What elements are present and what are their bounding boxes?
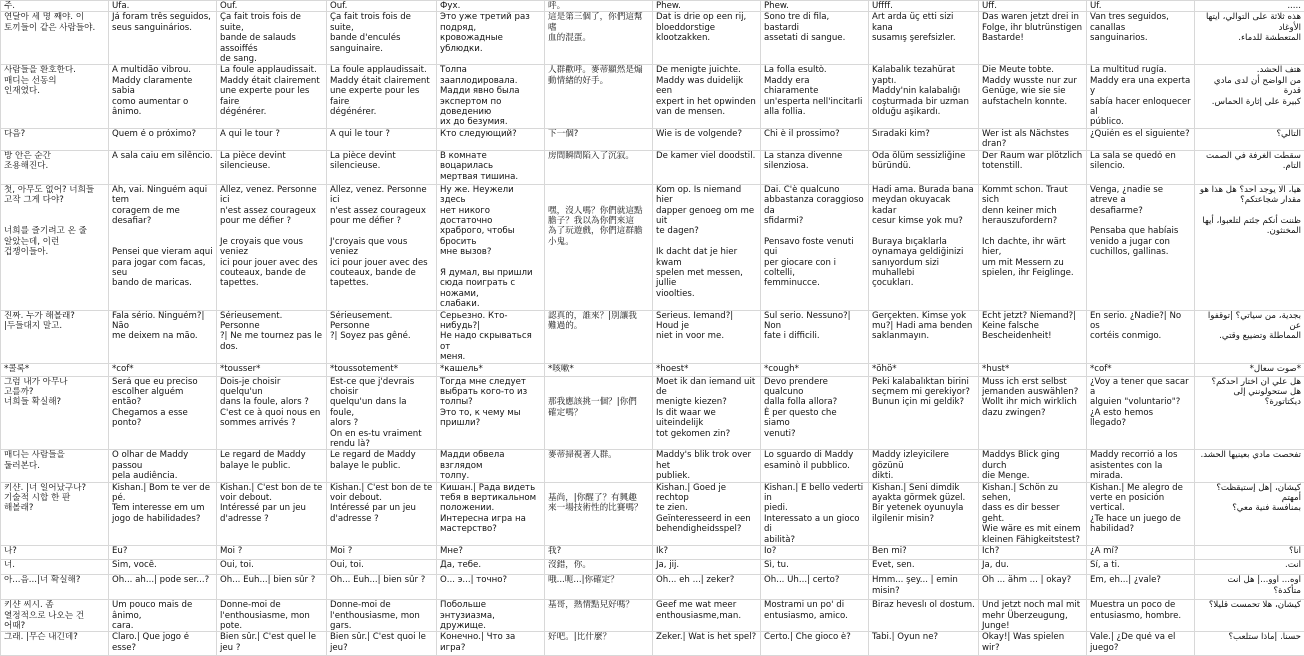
cell-spanish[interactable]: Venga, ¿nadie se atreve a desafiarme? Pensaba que habíais venido a jugar con cuchillos, gallinas.	[1087, 184, 1195, 310]
cell-chinese[interactable]: *咳嗽*	[545, 363, 653, 376]
cell-french[interactable]: Oh... Euh...| bien sûr ?	[217, 575, 327, 600]
cell-arabic[interactable]: هيا، ألا يوجد أحد؟ هل هذا هو مقدار شجاعتكم؟ ظننت أنكم جئتم لتلعبوا، أيها المخنثون.	[1195, 184, 1304, 310]
cell-russian[interactable]: Ну же. Неужели здесь нет никого достаточно храброго, чтобы бросить мне вызов? Я думал, вы пришли сюда поиграть с ножами, слабаки.	[437, 184, 545, 310]
cell-portuguese[interactable]: Kishan.| Bom te ver de pé. Tem interesse em um jogo de habilidades?	[109, 482, 217, 545]
cell-german[interactable]: *hust*	[979, 363, 1087, 376]
cell-turkish[interactable]: Uffff.	[869, 1, 979, 12]
cell-french-alt[interactable]: Oui, toi.	[327, 560, 437, 575]
cell-korean[interactable]: *콜록*	[1, 363, 109, 376]
cell-portuguese[interactable]: Um pouco mais de ânimo, cara.	[109, 600, 217, 632]
cell-spanish[interactable]: ¿Voy a tener que sacar a alguien "voluntario"? ¿A esto hemos llegado?	[1087, 376, 1195, 450]
cell-chinese[interactable]: 沒錯，你。	[545, 560, 653, 575]
cell-portuguese[interactable]: *cof*	[109, 363, 217, 376]
cell-dutch[interactable]: Kom op. Is niemand hier dapper genoeg om me uit te dagen? Ik dacht dat je hier kwam spelen met messen, jullie vioolties.	[653, 184, 761, 310]
cell-arabic[interactable]: أوه... أوو...| هل أنت متأكدة؟	[1195, 575, 1304, 600]
cell-german[interactable]: Wer ist als Nächstes dran?	[979, 128, 1087, 150]
cell-french[interactable]: Moi ?	[217, 546, 327, 560]
cell-dutch[interactable]: Zeker.| Wat is het spel?	[653, 632, 761, 656]
cell-portuguese[interactable]: Fala sério. Ninguém?| Não me deixem na mão.	[109, 310, 217, 363]
cell-portuguese[interactable]: Claro.| Que jogo é esse?	[109, 632, 217, 656]
cell-spanish[interactable]: Em, eh...| ¿vale?	[1087, 575, 1195, 600]
cell-russian[interactable]: Тогда мне следует выбрать кого-то из толпы? Это то, к чему мы пришли?	[437, 376, 545, 450]
cell-korean[interactable]: 그래. |무슨 내긴데?	[1, 632, 109, 656]
cell-arabic[interactable]: *صوت سعال*	[1195, 363, 1304, 376]
cell-russian[interactable]: Да, тебе.	[437, 560, 545, 575]
cell-arabic[interactable]: أنا؟	[1195, 546, 1304, 560]
cell-turkish[interactable]: Ben mi?	[869, 546, 979, 560]
cell-french-alt[interactable]: Ça fait trois fois de suite, bande d'enculés sanguinaire.	[327, 12, 437, 65]
cell-dutch[interactable]: Maddy's blik trok over het publiek.	[653, 450, 761, 482]
cell-arabic[interactable]: أنت.	[1195, 560, 1304, 575]
cell-korean[interactable]: 키샨. |너 일어났구나? 기술적 시합 한 판 해볼래?	[1, 482, 109, 545]
cell-german[interactable]: Echt jetzt? Niemand?| Keine falsche Bescheidenheit!	[979, 310, 1087, 363]
cell-russian[interactable]: Серьезно. Кто-нибудь?| Не надо скрываться от меня.	[437, 310, 545, 363]
cell-dutch[interactable]: Oh... eh ...| zeker?	[653, 575, 761, 600]
cell-korean[interactable]: 너.	[1, 560, 109, 575]
table-row	[1, 600, 1304, 632]
cell-italian[interactable]: Devo prendere qualcuno dalla folla allora? È per questo che siamo venuti?	[761, 376, 869, 450]
cell-russian[interactable]: Фух.	[437, 1, 545, 12]
cell-french-alt[interactable]: Ouf.	[327, 1, 437, 12]
cell-italian[interactable]: Chi è il prossimo?	[761, 128, 869, 150]
cell-french[interactable]: La foule applaudissait. Maddy était clairement une experte pour les faire dégénérer.	[217, 65, 327, 128]
cell-french-alt[interactable]: Sérieusement. Personne ?| Soyez pas gêné.	[327, 310, 437, 363]
cell-dutch[interactable]: De kamer viel doodstil.	[653, 150, 761, 184]
cell-dutch[interactable]: Kishan.| Goed je rechtop te zien. Geïnteresseerd in een behendigheidsspel?	[653, 482, 761, 545]
cell-italian[interactable]: La stanza divenne silenziosa.	[761, 150, 869, 184]
cell-chinese[interactable]: 下一個?	[545, 128, 653, 150]
cell-korean[interactable]: 그럼 내가 아무나 고를까? 너희들 확실해?	[1, 376, 109, 450]
cell-portuguese[interactable]: Será que eu preciso escolher alguém então? Chegamos a esse ponto?	[109, 376, 217, 450]
cell-russian[interactable]: О... э...| точно?	[437, 575, 545, 600]
cell-french-alt[interactable]: Est-ce que j'devrais choisir quelqu'un dans la foule, alors ? On en es-tu vraiment rendu là?	[327, 376, 437, 450]
cell-dutch[interactable]: Serieus. Iemand?| Houd je niet in voor me.	[653, 310, 761, 363]
cell-italian[interactable]: Io?	[761, 546, 869, 560]
table-row	[1, 184, 1304, 310]
cell-spanish[interactable]: Van tres seguidos, canallas sanguinarios.	[1087, 12, 1195, 65]
table-row	[1, 65, 1304, 128]
cell-portuguese[interactable]: Sim, você.	[109, 560, 217, 575]
cell-french[interactable]: Oui, toi.	[217, 560, 327, 575]
cell-korean[interactable]: 아...음...|너 확실해?	[1, 575, 109, 600]
cell-german[interactable]: Und jetzt noch mal mit mehr Überzeugung, Junge!	[979, 600, 1087, 632]
table-row	[1, 632, 1304, 656]
cell-portuguese[interactable]: Ah, vai. Ninguém aqui tem coragem de me desafiar? Pensei que vieram aqui para jogar com facas, seu bando de maricas.	[109, 184, 217, 310]
cell-portuguese[interactable]: Quem é o próximo?	[109, 128, 217, 150]
table-row	[1, 450, 1304, 482]
cell-korean[interactable]: 진짜. 누가 해볼래? |두들대지 말고.	[1, 310, 109, 363]
cell-chinese[interactable]: 呼。	[545, 1, 653, 12]
cell-chinese[interactable]: 基尚，|你醒了？有興趣 來一場技術性的比賽嗎？	[545, 482, 653, 545]
cell-arabic[interactable]: .....	[1195, 1, 1304, 12]
cell-french-alt[interactable]: Allez, venez. Personne ici n'est assez courageux pour me défier ? J'croyais que vous veniez ici pour jouer avec des couteaux, bande de tapettes.	[327, 184, 437, 310]
cell-dutch[interactable]: Moet ik dan iemand uit de menigte kiezen? Is dit waar we uiteindelijk tot gekomen zin?	[653, 376, 761, 450]
cell-russian[interactable]: Мадди обвела взглядом толпу.	[437, 450, 545, 482]
table-row	[1, 560, 1304, 575]
cell-russian[interactable]: В комнате воцарилась мертвая тишина.	[437, 150, 545, 184]
cell-french[interactable]: Sérieusement. Personne ?| Ne me tournez pas le dos.	[217, 310, 327, 363]
cell-french[interactable]: *tousser*	[217, 363, 327, 376]
cell-italian[interactable]: Sono tre di fila, bastardi assetati di sangue.	[761, 12, 869, 65]
cell-german[interactable]: Uff.	[979, 1, 1087, 12]
cell-korean[interactable]: 나?	[1, 546, 109, 560]
cell-korean[interactable]: 주.	[1, 1, 109, 12]
cell-dutch[interactable]: Dat is drie op een rij, bloeddorstige klootzakken.	[653, 12, 761, 65]
cell-french-alt[interactable]: Moi ?	[327, 546, 437, 560]
cell-french-alt[interactable]: La pièce devint silencieuse.	[327, 150, 437, 184]
cell-french-alt[interactable]: Oh... Euh...| bien sûr ?	[327, 575, 437, 600]
cell-dutch[interactable]: *hoest*	[653, 363, 761, 376]
cell-french[interactable]: Ça fait trois fois de suite, bande de salauds assoiffés de sang.	[217, 12, 327, 65]
cell-arabic[interactable]: كيشان، هلا تحمست قليلا؟	[1195, 600, 1304, 632]
cell-russian[interactable]: Конечно.| Что за игра?	[437, 632, 545, 656]
cell-spanish[interactable]: La sala se quedó en silencio.	[1087, 150, 1195, 184]
cell-german[interactable]: Ich?	[979, 546, 1087, 560]
cell-dutch[interactable]: Ja, jij.	[653, 560, 761, 575]
cell-dutch[interactable]: De menigte juichte. Maddy was duidelijk een expert in het opwinden van de mensen.	[653, 65, 761, 128]
cell-italian[interactable]: Certo.| Che gioco è?	[761, 632, 869, 656]
cell-korean[interactable]: 키샨 씨시. 좀 열정적으로 나오는 건 어때?	[1, 600, 109, 632]
cell-chinese[interactable]: 哦...呃...|你確定？	[545, 575, 653, 600]
cell-arabic[interactable]: هتف الحشد. من الواضح أن لدى مادي قدرة كبيرة على إثارة الحماس.	[1195, 65, 1304, 128]
cell-chinese[interactable]: 那我應該挑一個？|你們 確定嗎？	[545, 376, 653, 450]
cell-italian[interactable]: Dai. C'è qualcuno abbastanza coraggioso da sfidarmi? Pensavo foste venuti qui per giocare con i coltelli, femminucce.	[761, 184, 869, 310]
cell-spanish[interactable]: *cof*	[1087, 363, 1195, 376]
cell-german[interactable]: Kishan.| Schön zu sehen, dass es dir besser geht. Wie wäre es mit einem kleinen Fähigkeitstest?	[979, 482, 1087, 545]
cell-french-alt[interactable]: À qui le tour ?	[327, 128, 437, 150]
cell-dutch[interactable]: Ik?	[653, 546, 761, 560]
cell-spanish[interactable]: Muestra un poco de entusiasmo, hombre.	[1087, 600, 1195, 632]
cell-russian[interactable]: Побольше энтузиазма, дружище.	[437, 600, 545, 632]
cell-arabic[interactable]: هذه ثلاثة على التوالي، أيتها الأوغاد المتعطشة للدماء.	[1195, 12, 1304, 65]
cell-german[interactable]: Der Raum war plötzlich totenstill.	[979, 150, 1087, 184]
cell-turkish[interactable]: Hadi ama. Burada bana meydan okuyacak kadar cesur kimse yok mu? Buraya bıçaklarla oynamaya geldiğinizi sanıyordum sizi muhallebi çocukları.	[869, 184, 979, 310]
cell-turkish[interactable]: Maddy izleyicilere gözünü dikti.	[869, 450, 979, 482]
table-row	[1, 376, 1304, 450]
cell-korean[interactable]: 연달아 세 명 째야. 이 토끼들이 같은 사람들야.	[1, 12, 109, 65]
cell-german[interactable]: Maddys Blick ging durch die Menge.	[979, 450, 1087, 482]
cell-portuguese[interactable]: O olhar de Maddy passou pela audiência.	[109, 450, 217, 482]
cell-turkish[interactable]: Kishan.| Seni dimdik ayakta görmek güzel. Bir yetenek oyunuyla ilgilenir misin?	[869, 482, 979, 545]
cell-dutch[interactable]: Geef me wat meer enthousiasme,man.	[653, 600, 761, 632]
cell-italian[interactable]: Oh... Uh...| certo?	[761, 575, 869, 600]
cell-chinese[interactable]: 麥蒂掃視著人群。	[545, 450, 653, 482]
cell-german[interactable]: Das waren jetzt drei in Folge, ihr blutrünstigen Bastarde!	[979, 12, 1087, 65]
cell-chinese[interactable]: 認真的，誰來？|別讓我 難過的。	[545, 310, 653, 363]
cell-turkish[interactable]: Kalabalık tezahürat yaptı. Maddy'nin kalabalığı coşturmada bir uzman olduğu aşikardı.	[869, 65, 979, 128]
cell-arabic[interactable]: التالي؟	[1195, 128, 1304, 150]
cell-turkish[interactable]: Hmm... şey... | emin misin?	[869, 575, 979, 600]
table-row	[1, 310, 1304, 363]
table-row	[1, 482, 1304, 545]
cell-portuguese[interactable]: Já foram três seguidos, seus sanguinários.	[109, 12, 217, 65]
cell-portuguese[interactable]: Ufa.	[109, 1, 217, 12]
cell-chinese[interactable]: 嘿，沒人嗎？你們就這點 膽子？我以為你們來這 為了玩遊戲，你們這群膽 小鬼。	[545, 184, 653, 310]
cell-chinese[interactable]: 基哥，熱情點兒好嗎？	[545, 600, 653, 632]
cell-turkish[interactable]: Sıradaki kim?	[869, 128, 979, 150]
table-row	[1, 363, 1304, 376]
cell-portuguese[interactable]: A multidão vibrou. Maddy claramente sabia como aumentar o ânimo.	[109, 65, 217, 128]
cell-italian[interactable]: Kishan.| È bello vederti in piedi. Interessato a un gioco di abilità?	[761, 482, 869, 545]
cell-french[interactable]: Donne-moi de l'enthousiasme, mon pote.	[217, 600, 327, 632]
table-row	[1, 575, 1304, 600]
cell-russian[interactable]: Кто следующий?	[437, 128, 545, 150]
cell-spanish[interactable]: Kishan.| Me alegro de verte en posición vertical. ¿Te hace un juego de habilidad?	[1087, 482, 1195, 545]
cell-korean[interactable]: 사람들을 환호한다. 매디는 선동의 인재였다.	[1, 65, 109, 128]
cell-german[interactable]: Ja, du.	[979, 560, 1087, 575]
cell-spanish[interactable]: ¿A mí?	[1087, 546, 1195, 560]
table-row	[1, 150, 1304, 184]
cell-russian[interactable]: Мне?	[437, 546, 545, 560]
cell-spanish[interactable]: Sí, a ti.	[1087, 560, 1195, 575]
cell-german[interactable]: Die Meute tobte. Maddy wusste nur zur Genüge, wie sie sie aufstacheln konnte.	[979, 65, 1087, 128]
cell-french-alt[interactable]: Bien sûr.| C'est quoi le jeu?	[327, 632, 437, 656]
cell-chinese[interactable]: 我?	[545, 546, 653, 560]
cell-spanish[interactable]: La multitud rugía. Maddy era una experta y sabía hacer enloquecer al público.	[1087, 65, 1195, 128]
cell-french[interactable]: Le regard de Maddy balaye le public.	[217, 450, 327, 482]
cell-french-alt[interactable]: Le regard de Maddy balaye le public.	[327, 450, 437, 482]
cell-italian[interactable]: *cough*	[761, 363, 869, 376]
cell-turkish[interactable]: Art arda üç etti sizi kana susamış şerefsizler.	[869, 12, 979, 65]
cell-italian[interactable]: Sì, tu.	[761, 560, 869, 575]
cell-spanish[interactable]: Vale.| ¿De qué va el juego?	[1087, 632, 1195, 656]
cell-korean[interactable]: 다음?	[1, 128, 109, 150]
cell-turkish[interactable]: Evet, sen.	[869, 560, 979, 575]
cell-russian[interactable]: Толпа зааплодировала. Мадди явно была экспертом по доведению их до безумия.	[437, 65, 545, 128]
cell-chinese[interactable]: 好吧。|比什麼？	[545, 632, 653, 656]
cell-french-alt[interactable]: Kishan.| C'est bon de te voir debout. Intéressé par un jeu d'adresse ?	[327, 482, 437, 545]
cell-dutch[interactable]: Wie is de volgende?	[653, 128, 761, 150]
cell-chinese[interactable]: 這是第三個了，你們這幫嗜 血的混蛋。	[545, 12, 653, 65]
table-row	[1, 128, 1304, 150]
cell-arabic[interactable]: حسنا. |ماذا ستلعب؟	[1195, 632, 1304, 656]
cell-french[interactable]: La pièce devint silencieuse.	[217, 150, 327, 184]
cell-dutch[interactable]: Phew.	[653, 1, 761, 12]
cell-german[interactable]: Muss ich erst selbst jemanden auswählen? Wollt ihr mich wirklich dazu zwingen?	[979, 376, 1087, 450]
cell-chinese[interactable]: 人群歡呼。麥蒂顯然是煽 動情緒的好手。	[545, 65, 653, 128]
cell-italian[interactable]: La folla esultò. Maddy era chiaramente un'esperta nell'incitarli alla follia.	[761, 65, 869, 128]
cell-spanish[interactable]: Maddy recorrió a los asistentes con la mirada.	[1087, 450, 1195, 482]
cell-french-alt[interactable]: *toussotement*	[327, 363, 437, 376]
cell-russian[interactable]: *кашель*	[437, 363, 545, 376]
cell-spanish[interactable]: Uf.	[1087, 1, 1195, 12]
table-row	[1, 546, 1304, 560]
cell-french[interactable]: Bien sûr.| C'est quel le jeu ?	[217, 632, 327, 656]
cell-korean[interactable]: 매디는 사람들을 둘러본다.	[1, 450, 109, 482]
cell-turkish[interactable]: Biraz heveslı ol dostum.	[869, 600, 979, 632]
cell-turkish[interactable]: Peki kalabalıktan birini seçmem mi gerekiyor? Bunun için mi geldik?	[869, 376, 979, 450]
cell-arabic[interactable]: تفحصت مادي بعينيها الحشد.	[1195, 450, 1304, 482]
cell-italian[interactable]: Sul serio. Nessuno?| Non fate i difficili.	[761, 310, 869, 363]
cell-french-alt[interactable]: La foule applaudissait. Maddy était clairement une experte pour les faire dégénérer.	[327, 65, 437, 128]
cell-french[interactable]: Kishan.| C'est bon de te voir debout. Intéressé par un jeu d'adresse ?	[217, 482, 327, 545]
cell-spanish[interactable]: ¿Quién es el siguiente?	[1087, 128, 1195, 150]
cell-german[interactable]: Kommt schon. Traut sich denn keiner mich herauszufordern? Ich dachte, ihr wärt hier, um mit Messern zu spielen, ihr Feiglinge.	[979, 184, 1087, 310]
cell-turkish[interactable]: Gerçekten. Kimse yok mu?| Hadi ama benden saklanmayın.	[869, 310, 979, 363]
cell-chinese[interactable]: 房間瞬間陷入了沉寂。	[545, 150, 653, 184]
cell-arabic[interactable]: بجدية، من سيأتي؟ |توقفوا عن المماطلة وتضييع وقتي.	[1195, 310, 1304, 363]
cell-portuguese[interactable]: Oh... ah...| pode ser...?	[109, 575, 217, 600]
cell-turkish[interactable]: Oda ölüm sessizliğine büründü.	[869, 150, 979, 184]
cell-russian[interactable]: Кишан.| Рада видеть тебя в вертикальном положении. Интересна игра на мастерство?	[437, 482, 545, 545]
cell-arabic[interactable]: كيشان، |هل إستيقظت؟ أمهتم بمنافسة فنية معي؟	[1195, 482, 1304, 545]
cell-french[interactable]: Ouf.	[217, 1, 327, 12]
cell-german[interactable]: Oh ... ähm ... | okay?	[979, 575, 1087, 600]
cell-french[interactable]: À qui le tour ?	[217, 128, 327, 150]
cell-russian[interactable]: Это уже третий раз подряд, кровожадные ублюдки.	[437, 12, 545, 65]
cell-french[interactable]: Allez, venez. Personne ici n'est assez courageux pour me défier ? Je croyais que vous veniez ici pour jouer avec des couteaux, bande de tapettes.	[217, 184, 327, 310]
cell-turkish[interactable]: Tabi.| Oyun ne?	[869, 632, 979, 656]
cell-french[interactable]: Dois-je choisir quelqu'un dans la foule, alors ? C'est ce à quoi nous en sommes arrivés ?	[217, 376, 327, 450]
table-row	[1, 12, 1304, 65]
cell-spanish[interactable]: En serio. ¿Nadie?| No os cortéis conmigo.	[1087, 310, 1195, 363]
cell-portuguese[interactable]: Eu?	[109, 546, 217, 560]
cell-arabic[interactable]: سقطت الغرفة في الصمت التام.	[1195, 150, 1304, 184]
cell-portuguese[interactable]: A sala caiu em silêncio.	[109, 150, 217, 184]
cell-italian[interactable]: Mostrami un po' di entusiasmo, amico.	[761, 600, 869, 632]
cell-german[interactable]: Okay!| Was spielen wir?	[979, 632, 1087, 656]
cell-italian[interactable]: Lo sguardo di Maddy esaminò il pubblico.	[761, 450, 869, 482]
cell-french-alt[interactable]: Donne-moi de l'enthousiasme, mon gars.	[327, 600, 437, 632]
cell-korean[interactable]: 첫, 아무도 없어? 너희들 고작 그게 다야? 너희를 즐기려고 온 줄 알았는데, 이런 겁쟁이들아.	[1, 184, 109, 310]
cell-italian[interactable]: Phew.	[761, 1, 869, 12]
cell-arabic[interactable]: هل علي أن أختار أحدكم؟ هل ستحولونني إلى ديكتاتورة؟	[1195, 376, 1304, 450]
cell-turkish[interactable]: *öhö*	[869, 363, 979, 376]
table-row	[1, 1, 1304, 12]
cell-korean[interactable]: 방 안은 순간 조용해진다.	[1, 150, 109, 184]
